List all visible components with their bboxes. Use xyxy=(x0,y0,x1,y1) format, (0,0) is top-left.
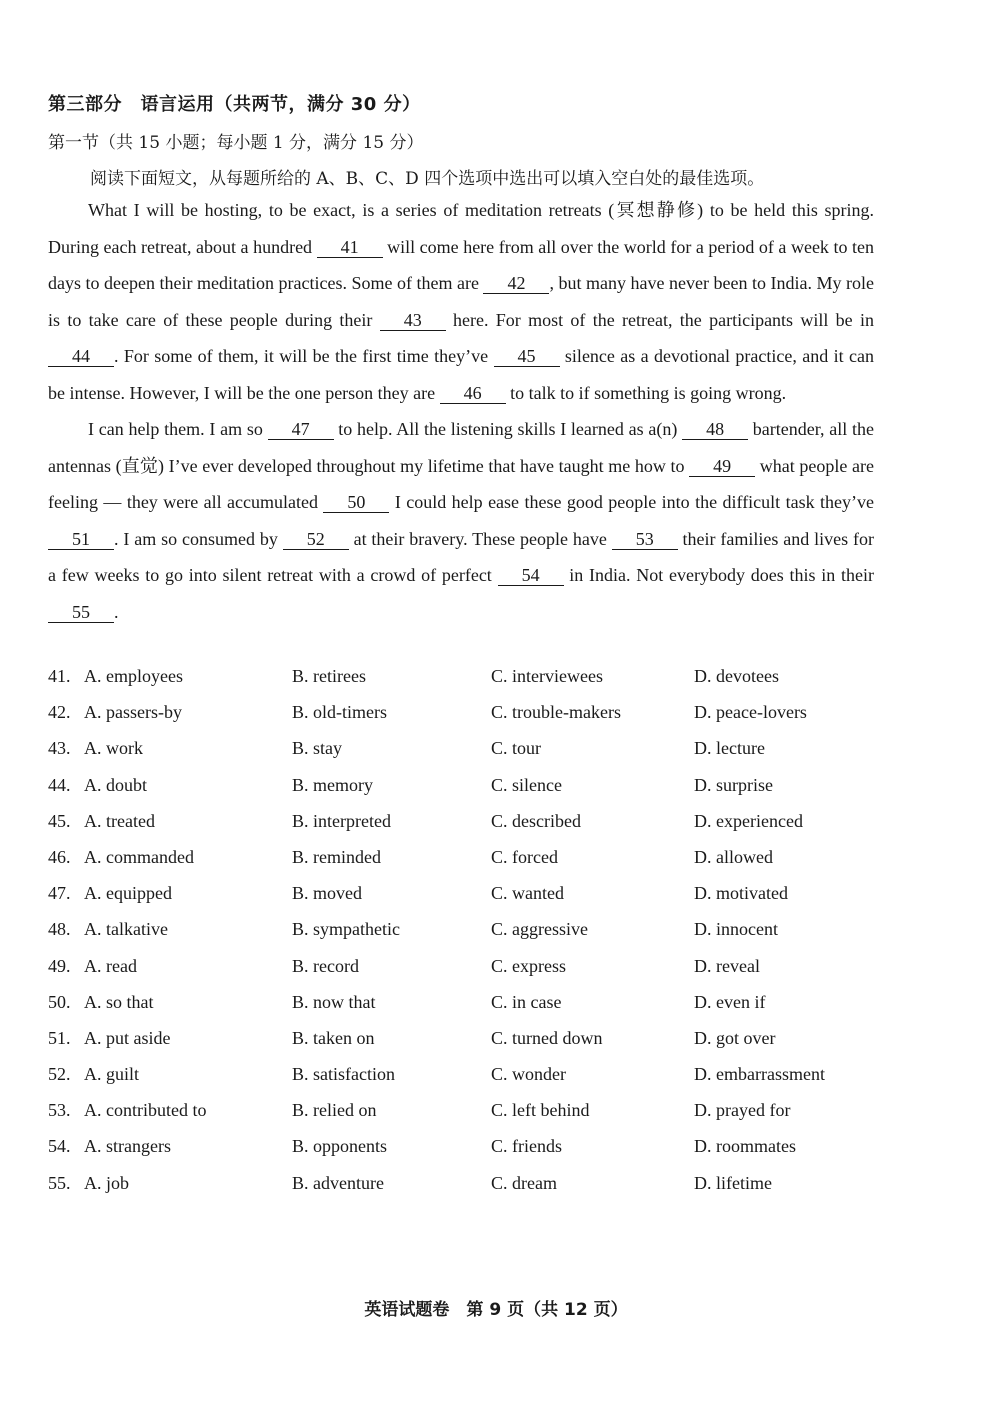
option-a: A. read xyxy=(84,955,137,976)
passage-text: their families and lives for a few weeks to go into silent retreat with a crowd of perfect xyxy=(48,528,874,585)
option-c: C. interviewees xyxy=(491,666,603,686)
option-d: D. embarrassment xyxy=(694,1064,825,1085)
option-b: B. satisfaction xyxy=(292,1064,395,1085)
passage-text: at their bravery. These people have xyxy=(348,528,612,549)
question-options xyxy=(48,666,888,1209)
blank-43: 43 xyxy=(380,310,446,331)
question-row xyxy=(48,702,888,738)
option-a: A. employees xyxy=(84,666,183,686)
passage-text: what people are feeling — they were all accumulated xyxy=(48,455,874,512)
option-d: D. experienced xyxy=(694,810,803,831)
option-a: A. strangers xyxy=(84,1136,171,1157)
page-footer: 英语试题卷 第 9 页（共 12 页） xyxy=(364,1300,628,1320)
question-number: 46. xyxy=(48,846,71,867)
blank-53: 53 xyxy=(612,529,678,550)
option-d: D. got over xyxy=(694,1027,776,1048)
passage-text: . xyxy=(114,601,119,622)
option-c: C. trouble-makers xyxy=(491,702,621,723)
option-b: B. now that xyxy=(292,991,376,1012)
option-c: C. described xyxy=(491,810,581,831)
option-a: A. doubt xyxy=(84,774,147,795)
option-a: A. treated xyxy=(84,810,155,831)
blank-51: 51 xyxy=(48,529,114,550)
option-a: A. contributed to xyxy=(84,1100,207,1121)
blank-54: 54 xyxy=(498,565,564,586)
passage-text: to help. All the listening skills I learned as a(n) xyxy=(333,419,683,439)
option-b: B. moved xyxy=(292,883,362,904)
option-c: C. dream xyxy=(491,1172,557,1193)
option-b: B. retirees xyxy=(292,666,366,686)
passage-text: silence as a devotional practice, and it can be intense. However, I will be the one person they are xyxy=(48,346,874,403)
question-number: 50. xyxy=(48,991,71,1012)
question-row xyxy=(48,775,888,811)
passage-text: . I am so consumed by xyxy=(114,528,283,549)
question-number: 42. xyxy=(48,702,71,723)
question-row xyxy=(48,811,888,847)
option-b: B. record xyxy=(292,955,359,976)
blank-47: 47 xyxy=(268,419,334,440)
option-d: D. prayed for xyxy=(694,1100,791,1121)
question-row xyxy=(48,883,888,919)
option-a: A. talkative xyxy=(84,919,168,940)
option-b: B. opponents xyxy=(292,1136,388,1157)
blank-41: 41 xyxy=(317,237,383,258)
option-c: C. silence xyxy=(491,774,562,795)
question-row xyxy=(48,992,888,1028)
question-row xyxy=(48,1064,888,1100)
option-d: D. peace-lovers xyxy=(694,702,807,723)
passage-paragraph-1 xyxy=(48,192,874,411)
question-number: 43. xyxy=(48,738,71,759)
question-number: 51. xyxy=(48,1027,71,1048)
option-a: A. put aside xyxy=(84,1027,171,1048)
question-row xyxy=(48,1100,888,1136)
blank-45: 45 xyxy=(494,346,560,367)
option-b: B. memory xyxy=(292,774,373,795)
passage-text: I can help them. I am so xyxy=(88,419,268,439)
option-d: D. roommates xyxy=(694,1136,796,1157)
option-a: A. commanded xyxy=(84,846,194,867)
section-title: 第一节（共 15 小题；每小题 1 分，满分 15 分） xyxy=(48,133,424,153)
blank-46: 46 xyxy=(440,383,506,404)
option-b: B. sympathetic xyxy=(292,919,400,940)
question-row xyxy=(48,847,888,883)
passage-text: I could help ease these good people into the difficult task they’ve xyxy=(389,492,874,512)
option-b: B. adventure xyxy=(292,1172,384,1193)
question-number: 52. xyxy=(48,1064,71,1085)
option-b: B. reminded xyxy=(292,846,381,867)
blank-44: 44 xyxy=(48,346,114,367)
part-title: 第三部分 语言运用（共两节，满分 30 分） xyxy=(48,94,421,115)
question-number: 49. xyxy=(48,955,71,976)
passage-text: . For some of them, it will be the first time they’ve xyxy=(114,346,494,366)
passage-text: to talk to if something is going wrong. xyxy=(505,382,787,403)
passage-text: will come here from all over the world for a period of a week to ten days to deepen their meditation practices. Some of them are xyxy=(48,236,874,293)
option-a: A. job xyxy=(84,1172,129,1193)
option-d: D. innocent xyxy=(694,919,778,940)
passage-text: bartender, all the antennas (直觉) I’ve ever developed throughout my lifetime that have taught me how to xyxy=(48,419,874,476)
blank-55: 55 xyxy=(48,602,114,623)
passage-paragraph-2 xyxy=(48,411,874,630)
option-d: D. allowed xyxy=(694,846,773,867)
question-number: 41. xyxy=(48,666,71,686)
option-a: A. passers-by xyxy=(84,702,182,723)
passage-text: in India. Not everybody does this in their xyxy=(563,565,874,585)
option-a: A. guilt xyxy=(84,1064,140,1085)
option-c: C. wonder xyxy=(491,1064,566,1085)
option-c: C. aggressive xyxy=(491,919,588,940)
option-c: C. turned down xyxy=(491,1027,603,1048)
option-d: D. surprise xyxy=(694,774,773,795)
question-number: 48. xyxy=(48,919,71,940)
option-a: A. so that xyxy=(84,991,154,1012)
instructions: 阅读下面短文，从每题所给的 A、B、C、D 四个选项中选出可以填入空白处的最佳选项。 xyxy=(90,169,765,189)
option-b: B. taken on xyxy=(292,1027,375,1048)
question-row xyxy=(48,956,888,992)
question-row xyxy=(48,1136,888,1172)
question-number: 45. xyxy=(48,810,71,831)
option-b: B. old-timers xyxy=(292,702,387,723)
option-d: D. reveal xyxy=(694,955,760,976)
option-d: D. lecture xyxy=(694,738,765,759)
blank-42: 42 xyxy=(483,273,549,294)
option-b: B. stay xyxy=(292,738,343,759)
question-number: 54. xyxy=(48,1136,71,1157)
question-number: 55. xyxy=(48,1172,71,1193)
option-c: C. in case xyxy=(491,991,562,1012)
blank-48: 48 xyxy=(682,419,748,440)
blank-52: 52 xyxy=(283,529,349,550)
question-number: 44. xyxy=(48,774,71,795)
option-b: B. interpreted xyxy=(292,810,391,831)
question-number: 53. xyxy=(48,1100,71,1121)
option-d: D. devotees xyxy=(694,666,779,686)
passage-text: here. For most of the retreat, the participants will be in xyxy=(445,309,874,330)
option-c: C. left behind xyxy=(491,1100,590,1121)
passage-text: , but many have never been to India. My role is to take care of these people during their xyxy=(48,273,874,330)
cloze-passage xyxy=(48,192,874,630)
option-c: C. forced xyxy=(491,846,558,867)
option-a: A. work xyxy=(84,738,143,759)
option-c: C. express xyxy=(491,955,566,976)
blank-49: 49 xyxy=(689,456,755,477)
question-row xyxy=(48,919,888,955)
question-number: 47. xyxy=(48,883,71,904)
option-c: C. tour xyxy=(491,738,542,759)
question-row xyxy=(48,1173,888,1209)
option-c: C. friends xyxy=(491,1136,562,1157)
question-row xyxy=(48,666,888,702)
blank-50: 50 xyxy=(323,492,389,513)
option-d: D. lifetime xyxy=(694,1172,772,1193)
option-b: B. relied on xyxy=(292,1100,377,1121)
option-d: D. motivated xyxy=(694,883,788,904)
question-row xyxy=(48,1028,888,1064)
option-d: D. even if xyxy=(694,991,766,1012)
option-c: C. wanted xyxy=(491,883,564,904)
passage-text: What I will be hosting, to be exact, is a series of meditation retreats (冥想静修) to be held this spring. During each retreat, about a hundred xyxy=(48,200,874,257)
option-a: A. equipped xyxy=(84,883,172,904)
question-row xyxy=(48,738,888,774)
